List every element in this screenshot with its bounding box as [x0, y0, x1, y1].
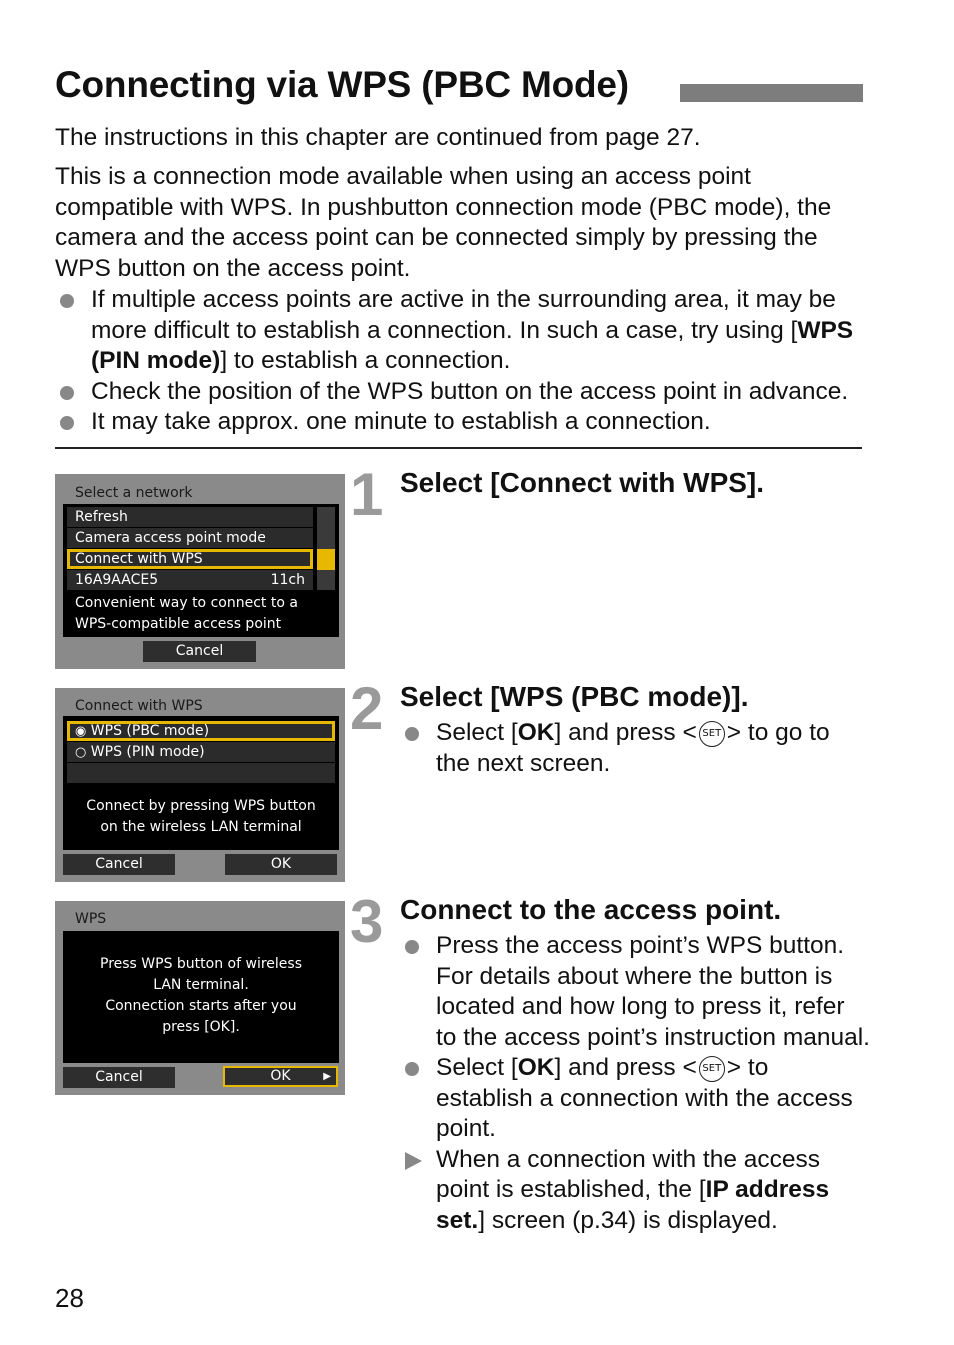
option-wps-pbc[interactable]	[67, 721, 335, 741]
option-label: WPS (PIN mode)	[90, 744, 205, 760]
title-decoration-bar	[680, 84, 863, 102]
step-text: Select [	[436, 1054, 518, 1081]
step-body	[400, 718, 870, 779]
note-item	[55, 377, 875, 408]
step-heading: Connect to the access point.	[400, 894, 782, 925]
step-body	[400, 931, 870, 1236]
bullet-dot-icon	[405, 727, 419, 741]
bullet-dot-icon	[60, 386, 74, 400]
step-text: ] screen (p.34) is displayed.	[478, 1206, 778, 1234]
intro-description: This is a connection mode available when using an access point compatible with WPS. In pushbutton connection mode (PBC mode), the camera and the access point can be connected simply by pressing the WPS button on the access point.	[55, 163, 832, 282]
network-ssid: 16A9AACE5	[75, 572, 159, 588]
step-text: ] and press <	[554, 1054, 697, 1081]
screen-desc-line: Connect by pressing WPS button	[86, 798, 316, 814]
step-text: When a connection with the access point is established, the [	[436, 1145, 821, 1203]
screen-panel	[63, 931, 339, 1063]
note-item	[55, 407, 875, 438]
cancel-button[interactable]: Cancel	[63, 854, 175, 875]
note-item	[55, 285, 875, 377]
intro-continued: The instructions in this chapter are continued from page 27.	[55, 124, 701, 151]
step-number: 2	[350, 675, 384, 742]
note-text: ] to establish a connection.	[220, 347, 511, 374]
screen-panel	[63, 504, 339, 637]
screen-title: Connect with WPS	[75, 698, 203, 714]
network-channel: 11ch	[270, 572, 305, 588]
step-bold: IP address set.	[436, 1176, 830, 1234]
screen-select-network	[55, 474, 345, 669]
scrollbar-thumb[interactable]	[317, 549, 335, 570]
screen-desc-line: WPS-compatible access point	[75, 616, 282, 632]
step-heading: Select [Connect with WPS].	[400, 467, 765, 498]
option-label: WPS (PBC mode)	[90, 723, 210, 739]
step-bold: OK	[517, 1054, 555, 1081]
cancel-button[interactable]: Cancel	[143, 641, 256, 662]
menu-item-camera-ap-mode[interactable]: Camera access point mode	[67, 528, 313, 548]
note-text: It may take approx. one minute to establish a connection.	[91, 408, 711, 435]
step-text: Press the access point’s WPS button. For details about where the button is located and how long to press it, refer to the access point’s instruction manual.	[436, 932, 870, 1051]
set-button-icon: SET	[699, 1056, 725, 1082]
screen-title: Select a network	[75, 485, 193, 501]
step-result	[400, 1145, 870, 1237]
option-wps-pin[interactable]	[67, 742, 335, 762]
page-title: Connecting via WPS (PBC Mode)	[55, 64, 629, 105]
section-divider	[55, 447, 862, 449]
step-bold: OK	[517, 719, 555, 746]
page-number: 28	[55, 1283, 84, 1313]
step-text: > to go to the next screen.	[436, 719, 830, 777]
step-number: 1	[350, 461, 384, 528]
step-text: Select [	[436, 719, 518, 746]
menu-item-refresh[interactable]: Refresh	[67, 507, 313, 527]
set-button-icon: SET	[699, 721, 725, 747]
empty-row	[67, 763, 335, 783]
screen-desc-line: Connection starts after you	[105, 998, 297, 1014]
step-text: ] and press <	[554, 719, 697, 746]
screen-connect-wps	[55, 688, 345, 882]
screen-title: WPS	[75, 911, 107, 927]
scrollbar[interactable]	[317, 507, 335, 590]
step-bullet	[400, 931, 870, 1053]
bullet-dot-icon	[405, 940, 419, 954]
step-number: 3	[350, 888, 384, 955]
arrow-right-icon: ▶	[323, 1071, 331, 1082]
result-arrow-icon	[405, 1152, 422, 1170]
bullet-dot-icon	[60, 416, 74, 430]
cancel-button[interactable]: Cancel	[63, 1067, 175, 1088]
screen-panel	[63, 716, 339, 850]
ok-label: OK	[270, 1068, 291, 1084]
step-bullet	[400, 1053, 870, 1145]
screen-wps	[55, 901, 345, 1095]
radio-empty-icon: ○	[75, 745, 87, 760]
screen-desc-line: LAN terminal.	[153, 977, 249, 993]
screen-desc-line: press [OK].	[162, 1019, 240, 1035]
step-text: > to establish a connection with the access point.	[436, 1054, 853, 1142]
screen-desc-line: Convenient way to connect to a	[75, 595, 298, 611]
menu-item-network[interactable]	[67, 570, 313, 590]
note-text: If multiple access points are active in the surrounding area, it may be more difficult to establish a connection. In such a case, try using [	[91, 286, 836, 344]
notes-list	[55, 285, 875, 438]
note-text: Check the position of the WPS button on the access point in advance.	[91, 377, 849, 405]
ok-button[interactable]	[223, 1066, 338, 1087]
menu-item-connect-wps[interactable]: Connect with WPS	[67, 549, 313, 569]
screen-desc-line: on the wireless LAN terminal	[100, 819, 302, 835]
ok-button[interactable]: OK	[225, 854, 337, 875]
radio-selected-icon: ◉	[75, 724, 87, 739]
bullet-dot-icon	[60, 294, 74, 308]
bullet-dot-icon	[405, 1062, 419, 1076]
step-bullet	[400, 718, 870, 779]
note-bold: WPS (PIN mode)	[91, 316, 854, 374]
screen-desc-line: Press WPS button of wireless	[100, 956, 302, 972]
step-heading: Select [WPS (PBC mode)].	[400, 681, 749, 712]
